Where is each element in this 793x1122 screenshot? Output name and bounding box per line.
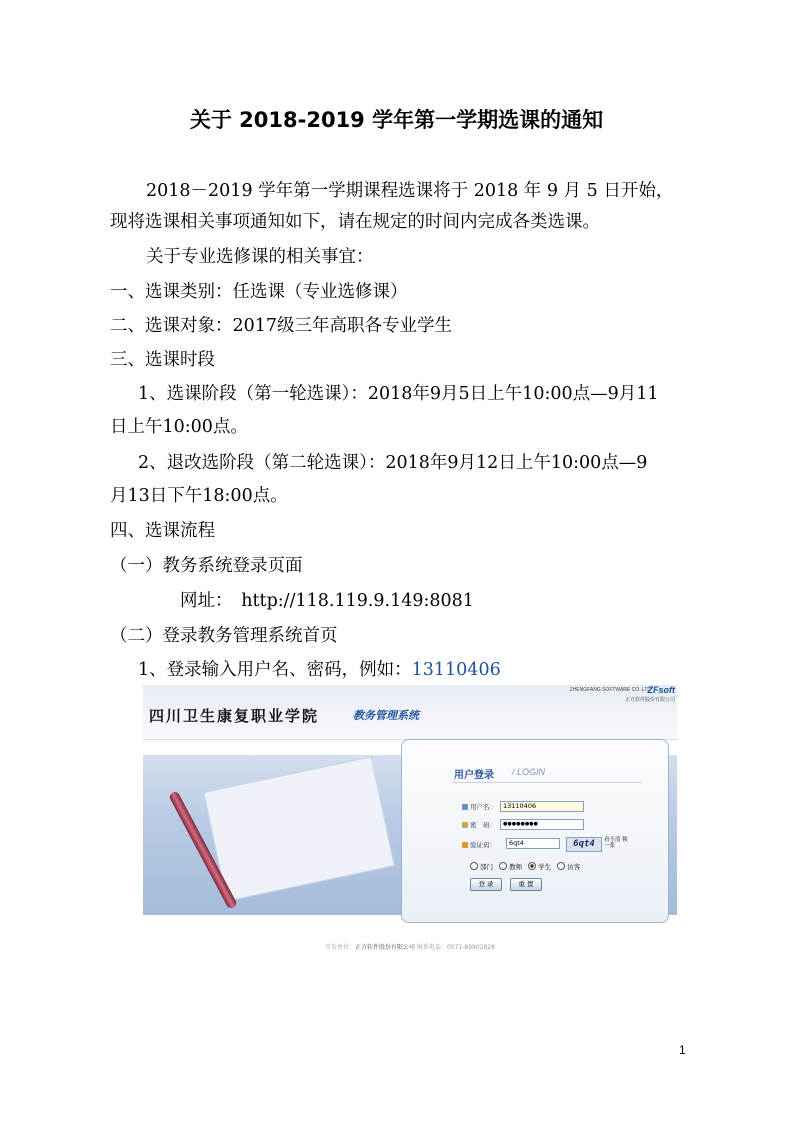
- role-radio-student[interactable]: [528, 862, 536, 870]
- paragraph-line: [138, 659, 501, 681]
- paragraph-line: 月13日下午18:00点。: [110, 486, 288, 506]
- pencil-icon: [462, 842, 468, 848]
- paper-image: [203, 756, 395, 901]
- paragraph-line: 三、选课时段: [110, 350, 215, 370]
- paragraph-line: 二、选课对象：2017级三年高职各专业学生: [110, 316, 453, 336]
- role-label: 学生: [538, 863, 552, 871]
- lock-icon: [462, 822, 468, 828]
- footer-company: 正方软件股份有限公司: [355, 944, 416, 951]
- login-subtitle: / LOGIN: [512, 767, 546, 777]
- paragraph-line: 日上午10:00点。: [110, 417, 248, 437]
- paragraph-line: 一、选课类别：任选课（专业选修课）: [110, 282, 408, 302]
- role-label: 访客: [567, 863, 581, 871]
- paragraph-line: 2、退改选阶段（第二轮选课）：2018年9月12日上午10:00点—9: [138, 453, 648, 473]
- role-label: 部门: [480, 863, 493, 871]
- login-instruction: 1、登录输入用户名、密码，例如：: [138, 660, 412, 680]
- reset-button[interactable]: 重 置: [510, 878, 542, 891]
- user-icon: [462, 804, 468, 810]
- paragraph-line: 2018－2019 学年第一学期课程选课将于 2018 年 9 月 5 日开始，: [146, 181, 674, 201]
- paragraph-line: 关于专业选修课的相关事宜：: [146, 247, 374, 267]
- footer-tel: 联系电话：0571-89902828: [416, 944, 495, 951]
- divider: [452, 782, 642, 783]
- login-screenshot: [143, 685, 677, 952]
- paragraph-line: （一）教务系统登录页面: [110, 556, 303, 576]
- page-title: 关于 2018-2019 学年第一学期选课的通知: [189, 108, 604, 132]
- password-input[interactable]: ●●●●●●●●: [500, 819, 584, 830]
- password-label: 密 码：: [462, 820, 496, 829]
- vendor-logo: ZFsoft: [647, 685, 675, 695]
- captcha-refresh-link[interactable]: 看不清 换一张: [604, 837, 628, 849]
- username-input[interactable]: 13110406: [500, 801, 584, 812]
- paragraph-line: 四、选课流程: [110, 521, 215, 541]
- system-name: 教务管理系统: [353, 709, 419, 722]
- screenshot-footer: 开发单位：正方软件股份有限公司 联系电话：0571-89902828: [325, 944, 495, 951]
- paragraph-line: （二）登录教务管理系统首页: [110, 626, 338, 646]
- captcha-label: 验证码：: [462, 840, 496, 849]
- paragraph-line: 现将选课相关事项通知如下，请在规定的时间内完成各类选课。: [110, 212, 600, 232]
- vendor-en: ZHENGFANG SOFTWARE CO.,LTD: [569, 687, 651, 693]
- captcha-image[interactable]: 6qt4: [566, 837, 602, 852]
- role-radio-teacher[interactable]: [499, 862, 507, 870]
- url-line: 网址： http://118.119.9.149:8081: [180, 591, 474, 611]
- captcha-input[interactable]: 6qt4: [506, 838, 560, 849]
- username-label: 用户名：: [462, 802, 496, 811]
- role-label: 教师: [509, 863, 523, 871]
- banner: [143, 685, 677, 740]
- role-radio-group: [466, 862, 580, 871]
- login-panel: [401, 739, 669, 923]
- role-radio-visitor[interactable]: [557, 862, 565, 870]
- school-name: 四川卫生康复职业学院: [149, 707, 320, 725]
- login-title: 用户登录: [454, 770, 494, 781]
- page-number: 1: [679, 1043, 686, 1057]
- role-radio-department[interactable]: [470, 862, 478, 870]
- vendor-cn: 正方软件股份有限公司: [624, 697, 675, 703]
- example-account: 13110406: [411, 660, 501, 680]
- paragraph-line: 1、选课阶段（第一轮选课）：2018年9月5日上午10:00点—9月11: [138, 384, 659, 404]
- login-button[interactable]: 登 录: [470, 878, 502, 891]
